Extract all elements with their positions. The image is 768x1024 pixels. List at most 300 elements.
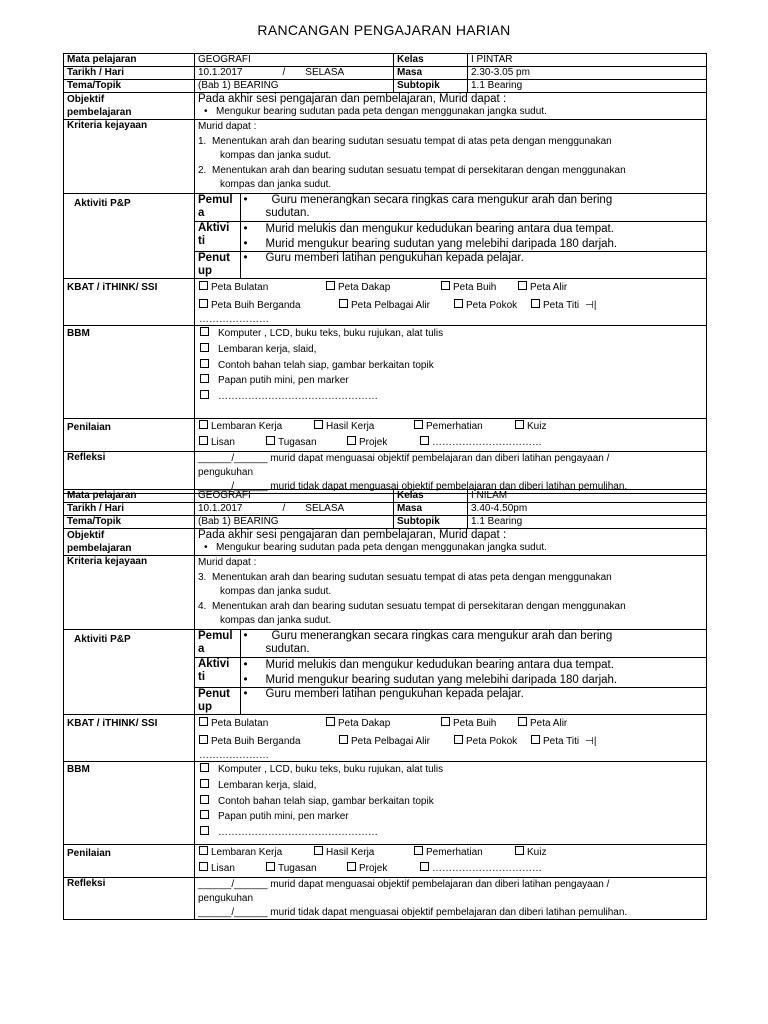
- checkbox-icon: [454, 735, 463, 744]
- phase-label-l2: up: [198, 265, 213, 278]
- checkbox-icon: [515, 846, 524, 855]
- kbat-option-label: Peta Titi: [543, 300, 580, 312]
- phase-label-l2: ti: [198, 671, 206, 684]
- phase-main-label: [195, 222, 240, 252]
- end-text: Guru memberi latihan pengukuhan kepada pelajar.: [265, 688, 524, 701]
- phase-end-label: [195, 252, 240, 279]
- assess-option[interactable]: [420, 435, 542, 451]
- phase-end: [195, 688, 706, 715]
- kbat-option[interactable]: [441, 279, 518, 297]
- phase-label-l1: Pemul: [198, 193, 233, 206]
- bbm-item-label: Contoh bahan telah siap, gambar berkaitan topik: [218, 795, 434, 807]
- activity-row: [64, 629, 707, 715]
- checkbox-icon: [199, 436, 208, 445]
- kbat-dots: …………………: [199, 750, 269, 762]
- bbm-item-label: Lembaran kerja, slaid,: [218, 780, 317, 792]
- subtopic-label: Subtopik: [394, 80, 468, 93]
- phase-start-content: [240, 630, 706, 658]
- objective-content: [195, 93, 707, 120]
- reflection-line-2: [198, 906, 703, 920]
- kbat-option-label: Peta Titi: [543, 736, 580, 748]
- bbm-row: [64, 762, 707, 845]
- phase-start: [195, 194, 706, 222]
- bbm-item[interactable]: [198, 794, 703, 810]
- assess-option[interactable]: [515, 845, 546, 861]
- assess-option[interactable]: [515, 419, 546, 435]
- topic-value: (Bab 1) BEARING: [195, 516, 394, 529]
- kbat-option-label: Peta Pelbagai Alir: [351, 300, 430, 312]
- class-label: Kelas: [394, 490, 468, 503]
- objective-label: [64, 93, 195, 120]
- activity-phases: [195, 630, 706, 715]
- phase-label-l1: Pemul: [198, 629, 233, 642]
- checkbox-icon: [454, 299, 463, 308]
- assess-option-label: Kuiz: [527, 847, 547, 859]
- checkbox-icon: [200, 810, 209, 819]
- kbat-dots: …………………: [199, 314, 269, 326]
- kbat-option-label: Peta Bulatan: [211, 718, 269, 730]
- criteria-label: Kriteria kejayaan: [64, 120, 195, 194]
- assess-option-label: Tugasan: [278, 437, 317, 449]
- objective-label-line1: Objektif: [67, 530, 105, 541]
- assess-option-label: ……………………………: [432, 863, 542, 875]
- checkbox-icon: [414, 420, 423, 429]
- kbat-option[interactable]: [326, 715, 441, 733]
- kbat-option[interactable]: [454, 297, 531, 315]
- checkbox-icon: [200, 795, 209, 804]
- end-text: Guru memberi latihan pengukuhan kepada pelajar.: [265, 252, 524, 265]
- criteria-item: [198, 571, 703, 600]
- bbm-item[interactable]: [198, 389, 703, 405]
- checkbox-icon: [326, 281, 335, 290]
- checkbox-icon: [200, 826, 209, 835]
- kbat-option-label: Peta Buih: [453, 282, 497, 294]
- end-bullet: [244, 252, 704, 265]
- time-label: Masa: [394, 503, 468, 516]
- reflection-content: [195, 452, 707, 494]
- checkbox-icon: [200, 779, 209, 788]
- phase-main: [195, 222, 706, 252]
- assess-option-label: Lembaran Kerja: [211, 847, 283, 859]
- class-value: I NILAM: [468, 490, 707, 503]
- main-text: Murid melukis dan mengukur kedudukan bearing antara dua tempat.: [265, 223, 614, 236]
- lesson-plan-2: [63, 489, 707, 920]
- kbat-option-label: Peta Pokok: [466, 736, 518, 748]
- phase-label-l2: up: [198, 701, 213, 714]
- phase-end: [195, 252, 706, 279]
- criteria-text-cont: kompas dan janka sudut.: [220, 586, 332, 598]
- phase-main: [195, 658, 706, 688]
- date-row: [64, 503, 707, 516]
- criteria-row: [64, 120, 707, 194]
- criteria-item: [198, 135, 703, 164]
- bbm-item[interactable]: [198, 358, 703, 374]
- bullet-icon: •: [243, 223, 248, 236]
- bullet-icon: •: [243, 674, 248, 687]
- kbat-row-2: [199, 733, 703, 751]
- kbat-option-label: Peta Buih Berganda: [211, 300, 301, 312]
- checkbox-icon: [200, 327, 209, 336]
- phase-label-l2: a: [198, 642, 205, 655]
- assess-option-label: Projek: [359, 863, 388, 875]
- assess-option-label: Lisan: [211, 437, 235, 449]
- activity-label: Aktiviti P&P: [64, 193, 195, 279]
- phase-label-l1: Aktivi: [198, 658, 230, 671]
- checkbox-icon: [518, 717, 527, 726]
- bbm-item[interactable]: [198, 342, 703, 358]
- reflection-text-cont: pengukuhan: [198, 467, 254, 479]
- criteria-label: Kriteria kejayaan: [64, 556, 195, 630]
- topic-label: Tema/Topik: [64, 516, 195, 529]
- kbat-option[interactable]: [441, 715, 518, 733]
- checkbox-icon: [199, 846, 208, 855]
- date-label: Tarikh / Hari: [64, 67, 195, 80]
- kbat-option[interactable]: [199, 297, 339, 315]
- kbat-label: KBAT / iTHINK/ SSI: [64, 279, 195, 326]
- assessment-content: [195, 845, 707, 878]
- reflection-text-cont: pengukuhan: [198, 893, 254, 905]
- subject-value: GEOGRAFI: [195, 54, 394, 67]
- assess-option[interactable]: [266, 861, 347, 877]
- bbm-item-label: Lembaran kerja, slaid,: [218, 344, 317, 356]
- phase-label-l2: ti: [198, 235, 206, 248]
- checkbox-icon: [326, 717, 335, 726]
- kbat-option-label: Peta Buih: [453, 718, 497, 730]
- bbm-label: BBM: [64, 326, 195, 419]
- criteria-item: [198, 600, 703, 629]
- activity-content: [195, 629, 707, 715]
- criteria-num: 1.: [198, 135, 207, 147]
- assess-row-2: [199, 861, 703, 877]
- checkbox-icon: [199, 862, 208, 871]
- bbm-item[interactable]: [198, 326, 703, 342]
- start-text-cont: sudutan.: [265, 206, 310, 219]
- assessment-row: [64, 419, 707, 452]
- objective-item: [198, 106, 703, 118]
- kbat-option[interactable]: [454, 733, 531, 751]
- assessment-label: Penilaian: [64, 845, 195, 878]
- bbm-item-label: …………………………………………: [218, 826, 378, 838]
- class-value: I PINTAR: [468, 54, 707, 67]
- bullet-icon: •: [243, 688, 248, 701]
- subject-value: GEOGRAFI: [195, 490, 394, 503]
- phase-label-l1: Penut: [198, 252, 230, 265]
- bbm-item[interactable]: [198, 809, 703, 825]
- assess-option[interactable]: [314, 845, 414, 861]
- date-label: Tarikh / Hari: [64, 503, 195, 516]
- date-text: 10.1.2017: [198, 67, 243, 78]
- assess-option-label: ……………………………: [432, 437, 542, 449]
- kbat-option-label: Peta Dakap: [338, 718, 391, 730]
- objective-item-text: Mengukur bearing sudutan pada peta dengan menggunakan jangka sudut.: [216, 106, 547, 117]
- phase-start-content: [240, 194, 706, 222]
- main-text: Murid mengukur bearing sudutan yang melebihi daripada 180 darjah.: [265, 674, 618, 687]
- reflection-text: murid tidak dapat menguasai objektif pembelajaran dan diberi latihan pemulihan.: [267, 480, 628, 492]
- criteria-text: Menentukan arah dan bearing sudutan sesuatu tempat di persekitaran dengan menggunakan: [212, 164, 626, 176]
- kbat-row-1: [199, 715, 703, 733]
- bbm-item-label: Komputer , LCD, buku teks, buku rujukan, alat tulis: [218, 764, 444, 776]
- criteria-content: [195, 120, 707, 194]
- reflection-content: [195, 878, 707, 920]
- reflection-text: murid tidak dapat menguasai objektif pembelajaran dan diberi latihan pemulihan.: [267, 906, 628, 918]
- bullet-icon: •: [243, 193, 248, 206]
- subtopic-label: Subtopik: [394, 516, 468, 529]
- kbat-content: [195, 279, 707, 326]
- objective-label: [64, 529, 195, 556]
- bbm-item[interactable]: [198, 778, 703, 794]
- bbm-item[interactable]: [198, 762, 703, 778]
- topic-label: Tema/Topik: [64, 80, 195, 93]
- checkbox-icon: [314, 846, 323, 855]
- assess-option[interactable]: [199, 419, 314, 435]
- start-bullet: [244, 194, 704, 220]
- topic-value: (Bab 1) BEARING: [195, 80, 394, 93]
- assess-option[interactable]: [347, 435, 420, 451]
- start-bullet: [244, 630, 704, 656]
- assess-option[interactable]: [199, 861, 266, 877]
- checkbox-icon: [266, 436, 275, 445]
- checkbox-icon: [200, 359, 209, 368]
- time-value: 2.30-3.05 pm: [468, 67, 707, 80]
- assess-option[interactable]: [420, 861, 542, 877]
- kbat-option-label: Peta Alir: [530, 718, 568, 730]
- objective-label-line2: pembelajaran: [67, 107, 132, 118]
- checkbox-icon: [515, 420, 524, 429]
- criteria-content: [195, 556, 707, 630]
- checkbox-icon: [266, 862, 275, 871]
- kbat-option-label: Peta Bulatan: [211, 282, 269, 294]
- date-separator: /: [282, 503, 286, 514]
- objective-content: [195, 529, 707, 556]
- checkbox-icon: [531, 735, 540, 744]
- phase-label-l1: Penut: [198, 688, 230, 701]
- assess-row-1: [199, 845, 703, 861]
- checkbox-icon: [531, 299, 540, 308]
- checkbox-icon: [200, 390, 209, 399]
- kbat-option[interactable]: [199, 279, 326, 297]
- objective-label-line2: pembelajaran: [67, 543, 132, 554]
- bbm-row: [64, 326, 707, 419]
- topic-row: [64, 516, 707, 529]
- criteria-intro: Murid dapat :: [198, 121, 257, 132]
- start-text: Guru menerangkan secara ringkas cara mengukur arah dan bering: [271, 629, 613, 642]
- phase-end-content: [240, 688, 706, 715]
- reflection-label: Refleksi: [64, 452, 195, 494]
- page-title: RANCANGAN PENGAJARAN HARIAN: [257, 22, 511, 38]
- checkbox-icon: [199, 299, 208, 308]
- bridge-map-icon: ⊣|: [585, 300, 597, 312]
- main-bullet: [244, 674, 704, 687]
- activity-row: [64, 193, 707, 279]
- reflection-blank: ______/______: [198, 879, 268, 891]
- objective-row: [64, 529, 707, 556]
- subtopic-value: 1.1 Bearing: [468, 516, 707, 529]
- date-separator: /: [282, 67, 286, 78]
- bbm-content: [195, 326, 707, 419]
- bullet-icon: •: [204, 106, 208, 117]
- bullet-icon: •: [243, 629, 248, 642]
- phase-end-content: [240, 252, 706, 279]
- time-value: 3.40-4.50pm: [468, 503, 707, 516]
- subject-row: [64, 54, 707, 67]
- bbm-item-label: …………………………………………: [218, 390, 378, 402]
- checkbox-icon: [420, 862, 429, 871]
- bridge-map-icon: ⊣|: [585, 736, 597, 748]
- reflection-blank: ______/______: [198, 480, 268, 492]
- criteria-text-cont: kompas dan janka sudut.: [220, 179, 332, 191]
- assess-option[interactable]: [414, 419, 515, 435]
- bbm-item[interactable]: [198, 825, 703, 841]
- kbat-option[interactable]: [518, 715, 567, 733]
- assess-option-label: Projek: [359, 437, 388, 449]
- objective-intro: Pada akhir sesi pengajaran dan pembelajaran, Murid dapat :: [198, 529, 507, 541]
- activity-label: Aktiviti P&P: [64, 629, 195, 715]
- assess-option[interactable]: [199, 435, 266, 451]
- phase-main-content: [240, 658, 706, 688]
- kbat-option[interactable]: [531, 733, 596, 751]
- criteria-item: [198, 164, 703, 193]
- kbat-option[interactable]: [531, 297, 596, 315]
- day-text: SELASA: [305, 503, 345, 514]
- kbat-row: [64, 715, 707, 762]
- assess-row-2: [199, 435, 703, 451]
- reflection-label: Refleksi: [64, 878, 195, 920]
- checkbox-icon: [200, 343, 209, 352]
- start-text: Guru menerangkan secara ringkas cara mengukur arah dan bering: [271, 193, 613, 206]
- criteria-text: Menentukan arah dan bearing sudutan sesuatu tempat di persekitaran dengan menggunakan: [212, 600, 626, 612]
- kbat-option[interactable]: [199, 715, 326, 733]
- main-bullet: [244, 238, 704, 251]
- kbat-row-1: [199, 279, 703, 297]
- assess-row-1: [199, 419, 703, 435]
- main-text: Murid mengukur bearing sudutan yang melebihi daripada 180 darjah.: [265, 238, 618, 251]
- kbat-content: [195, 715, 707, 762]
- checkbox-icon: [347, 436, 356, 445]
- assess-option-label: Pemerhatian: [426, 421, 483, 433]
- subject-label: Mata pelajaran: [64, 490, 195, 503]
- criteria-row: [64, 556, 707, 630]
- kbat-row: [64, 279, 707, 326]
- phase-main-label: [195, 658, 240, 688]
- assess-option[interactable]: [414, 845, 515, 861]
- subject-row: [64, 490, 707, 503]
- assess-option-label: Kuiz: [527, 421, 547, 433]
- kbat-option[interactable]: [518, 279, 567, 297]
- bbm-item[interactable]: [198, 373, 703, 389]
- kbat-option-label: Peta Pelbagai Alir: [351, 736, 430, 748]
- kbat-option-label: Peta Dakap: [338, 282, 391, 294]
- subtopic-value: 1.1 Bearing: [468, 80, 707, 93]
- date-value: [195, 67, 394, 80]
- reflection-blank: ______/______: [198, 453, 268, 465]
- phase-start-label: [195, 630, 240, 658]
- checkbox-icon: [414, 846, 423, 855]
- objective-row: [64, 93, 707, 120]
- subject-label: Mata pelajaran: [64, 54, 195, 67]
- checkbox-icon: [200, 374, 209, 383]
- kbat-option[interactable]: [199, 733, 339, 751]
- main-text: Murid melukis dan mengukur kedudukan bearing antara dua tempat.: [265, 659, 614, 672]
- assess-option[interactable]: [266, 435, 347, 451]
- criteria-num: 2.: [198, 164, 207, 176]
- criteria-text-cont: kompas dan janka sudut.: [220, 150, 332, 162]
- reflection-text: murid dapat menguasai objektif pembelajaran dan diberi latihan pengayaan /: [267, 879, 610, 891]
- reflection-row: [64, 878, 707, 920]
- time-label: Masa: [394, 67, 468, 80]
- checkbox-icon: [420, 436, 429, 445]
- reflection-row: [64, 452, 707, 494]
- checkbox-icon: [199, 717, 208, 726]
- assessment-row: [64, 845, 707, 878]
- date-value: [195, 503, 394, 516]
- objective-item-text: Mengukur bearing sudutan pada peta dengan menggunakan jangka sudut.: [216, 542, 547, 553]
- phase-start: [195, 630, 706, 658]
- checkbox-icon: [441, 717, 450, 726]
- date-row: [64, 67, 707, 80]
- checkbox-icon: [199, 735, 208, 744]
- assess-option[interactable]: [347, 861, 420, 877]
- bbm-content: [195, 762, 707, 845]
- criteria-num: 4.: [198, 600, 207, 612]
- objective-label-line1: Objektif: [67, 94, 105, 105]
- assess-option-label: Tugasan: [278, 863, 317, 875]
- checkbox-icon: [518, 281, 527, 290]
- kbat-option-label: Peta Pokok: [466, 300, 518, 312]
- assessment-content: [195, 419, 707, 452]
- criteria-intro: Murid dapat :: [198, 557, 257, 568]
- assess-option[interactable]: [314, 419, 414, 435]
- assess-option-label: Hasil Kerja: [326, 847, 375, 859]
- bullet-icon: •: [243, 659, 248, 672]
- bullet-icon: •: [243, 238, 248, 251]
- kbat-option[interactable]: [339, 297, 454, 315]
- bbm-item-label: Papan putih mini, pen marker: [218, 811, 349, 823]
- bbm-label: BBM: [64, 762, 195, 845]
- assess-option-label: Hasil Kerja: [326, 421, 375, 433]
- reflection-blank: ______/______: [198, 906, 268, 918]
- assess-option-label: Pemerhatian: [426, 847, 483, 859]
- checkbox-icon: [200, 763, 209, 772]
- bbm-item-label: Komputer , LCD, buku teks, buku rujukan, alat tulis: [218, 328, 444, 340]
- checkbox-icon: [199, 281, 208, 290]
- kbat-option[interactable]: [326, 279, 441, 297]
- checkbox-icon: [199, 420, 208, 429]
- checkbox-icon: [339, 299, 348, 308]
- criteria-text: Menentukan arah dan bearing sudutan sesuatu tempat di atas peta dengan menggunakan: [212, 135, 612, 147]
- assess-option[interactable]: [199, 845, 314, 861]
- objective-item: [198, 542, 703, 554]
- phase-label-l2: a: [198, 206, 205, 219]
- kbat-label: KBAT / iTHINK/ SSI: [64, 715, 195, 762]
- end-bullet: [244, 688, 704, 701]
- criteria-text-cont: kompas dan janka sudut.: [220, 615, 332, 627]
- activity-content: [195, 193, 707, 279]
- assess-option-label: Lembaran Kerja: [211, 421, 283, 433]
- day-text: SELASA: [305, 67, 345, 78]
- reflection-text: murid dapat menguasai objektif pembelajaran dan diberi latihan pengayaan /: [267, 453, 610, 465]
- main-bullet: [244, 223, 704, 236]
- phase-end-label: [195, 688, 240, 715]
- main-bullet: [244, 659, 704, 672]
- class-label: Kelas: [394, 54, 468, 67]
- kbat-option[interactable]: [339, 733, 454, 751]
- lesson-plan-1: [63, 53, 707, 494]
- phase-main-content: [240, 222, 706, 252]
- bbm-item-label: Papan putih mini, pen marker: [218, 375, 349, 387]
- bbm-item-label: Contoh bahan telah siap, gambar berkaitan topik: [218, 359, 434, 371]
- date-text: 10.1.2017: [198, 503, 243, 514]
- assessment-label: Penilaian: [64, 419, 195, 452]
